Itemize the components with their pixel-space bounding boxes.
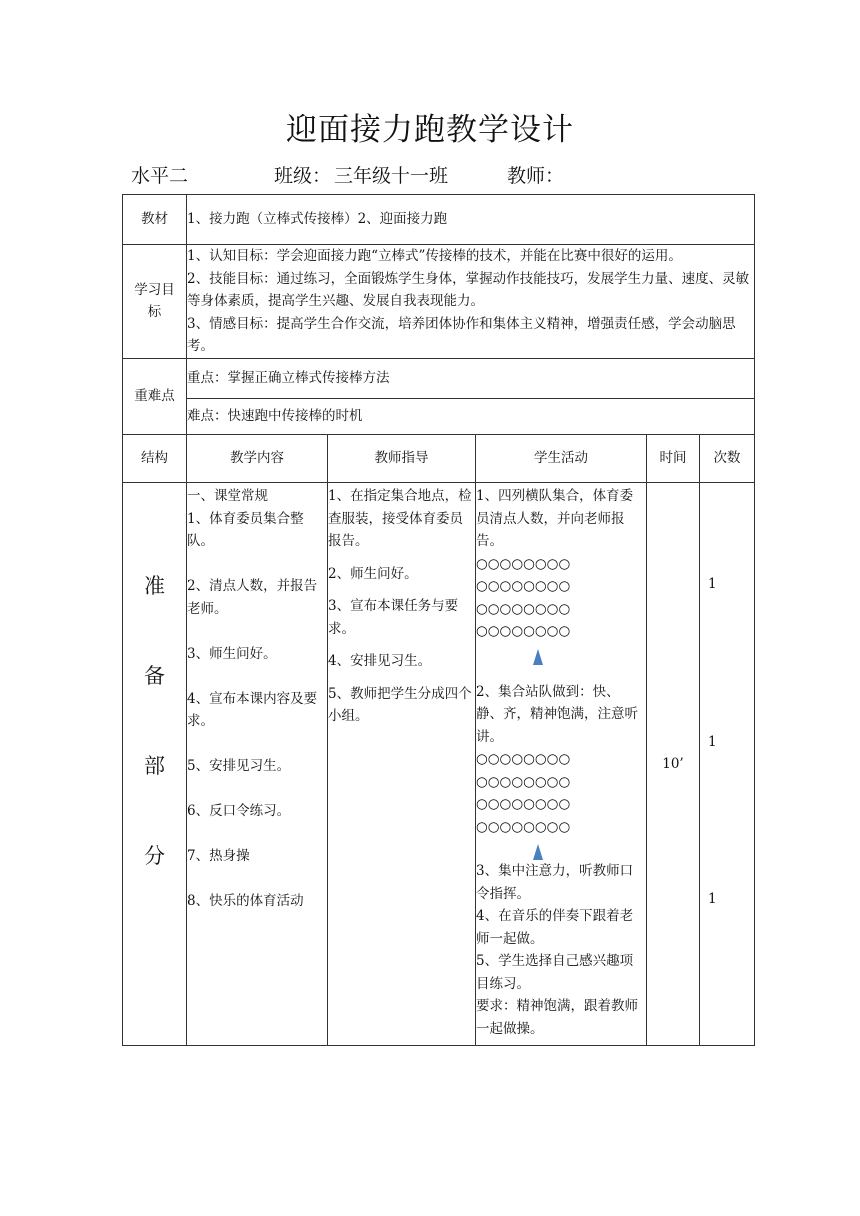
teacher-item: 4、安排见习生。 [328,653,432,669]
header-structure: 结构 [123,435,187,483]
class-label: 班级： [274,165,332,187]
student-item: 1、四列横队集合，体育委员清点人数，并向老师报告。 [476,488,634,549]
material-content: 1、接力跑（立棒式传接棒）2、迎面接力跑 [187,195,755,245]
lesson-plan-table [122,194,755,1046]
formation-row: ○○○○○○○○ [476,600,571,617]
content-item: 8、快乐的体育活动 [187,893,304,909]
formation-row: ○○○○○○○○ [476,751,571,767]
teacher-item: 2、师生问好。 [328,565,418,582]
student-item: 4、在音乐的伴奏下跟着老师一起做。 [476,908,634,947]
goals-label [123,245,187,359]
section-label [123,483,187,1046]
content-item: 3、师生问好。 [187,645,277,662]
formation-row: ○○○○○○○○ [476,818,571,835]
triangle-icon [533,649,543,665]
goal-affective: 3、情感目标：提高学生合作交流，培养团体协作和集体主义精神，增强责任感，学会动脑思考。 [187,315,736,355]
student-cell [476,483,647,1046]
teacher-label: 教师： [507,165,565,187]
difficulty-point: 难点：快速跑中传接棒的时机 [187,399,755,435]
header-content: 教学内容 [187,435,328,483]
content-item: 4、宣布本课内容及要求。 [187,690,318,729]
count-value: 1 [708,576,717,592]
student-item: 5、学生选择自己感兴趣项目练习。 [476,953,634,992]
header-count: 次数 [700,435,755,483]
content-item: 6、反口令练习。 [187,803,291,819]
content-item: 5、安排见习生。 [187,758,291,774]
header-row [123,435,755,483]
content-item: 1、体育委员集合整队。 [187,510,304,549]
header-student: 学生活动 [476,435,647,483]
section-char: 备 [144,664,165,688]
class-value: 三年级十一班 [334,165,449,187]
content-item: 7、热身操 [187,848,250,864]
count-value: 1 [708,734,717,750]
material-row [123,195,755,245]
section-char: 准 [144,574,165,598]
teacher-item: 5、教师把学生分成四个小组。 [328,685,472,724]
key-points-label: 重难点 [123,359,187,435]
content-item: 2、清点人数，并报告老师。 [187,578,318,617]
formation-row: ○○○○○○○○ [476,773,571,790]
count-cell [700,483,755,1046]
goals-label-text: 学习目标 [134,282,175,321]
formation-row: ○○○○○○○○ [476,796,571,812]
content-item: 一、课堂常规 [187,488,268,504]
goal-skill: 2、技能目标：通过练习，全面锻炼学生身体，掌握动作技能技巧，发展学生力量、速度、灵敏等身体素质，提高学生兴趣、发展自我表现能力。 [187,270,750,310]
time-cell: 10’ [647,483,700,1046]
triangle-icon [533,844,543,860]
content-cell [187,483,328,1046]
teacher-item: 1、在指定集合地点，检查服装，接受体育委员报告。 [328,488,472,549]
page-title: 迎面接力跑教学设计 [286,112,574,148]
level-label: 水平二 [131,165,189,187]
key-point-row [123,359,755,399]
goal-cognitive: 1、认知目标：学会迎面接力跑“立棒式”传接棒的技术，并能在比赛中很好的运用。 [187,248,682,265]
header-time: 时间 [647,435,700,483]
prep-section-row [123,483,755,1046]
teacher-cell [328,483,476,1046]
student-requirement: 要求：精神饱满，跟着教师一起做操。 [476,998,638,1037]
count-value: 1 [708,891,717,907]
teacher-item: 3、宣布本课任务与要求。 [328,598,459,637]
material-label: 教材 [123,195,187,245]
section-char: 分 [144,844,165,868]
student-item: 3、集中注意力，听教师口令指挥。 [476,863,634,902]
header-teacher: 教师指导 [328,435,476,483]
difficulty-row [123,399,755,435]
goals-row [123,245,755,359]
formation-row: ○○○○○○○○ [476,578,571,594]
goals-content [187,245,755,359]
formation-row: ○○○○○○○○ [476,623,571,639]
student-item: 2、集合站队做到：快、静、齐，精神饱满，注意听讲。 [476,683,638,745]
formation-row: ○○○○○○○○ [476,555,571,572]
section-char: 部 [144,754,165,778]
key-point: 重点：掌握正确立棒式传接棒方法 [187,359,755,399]
